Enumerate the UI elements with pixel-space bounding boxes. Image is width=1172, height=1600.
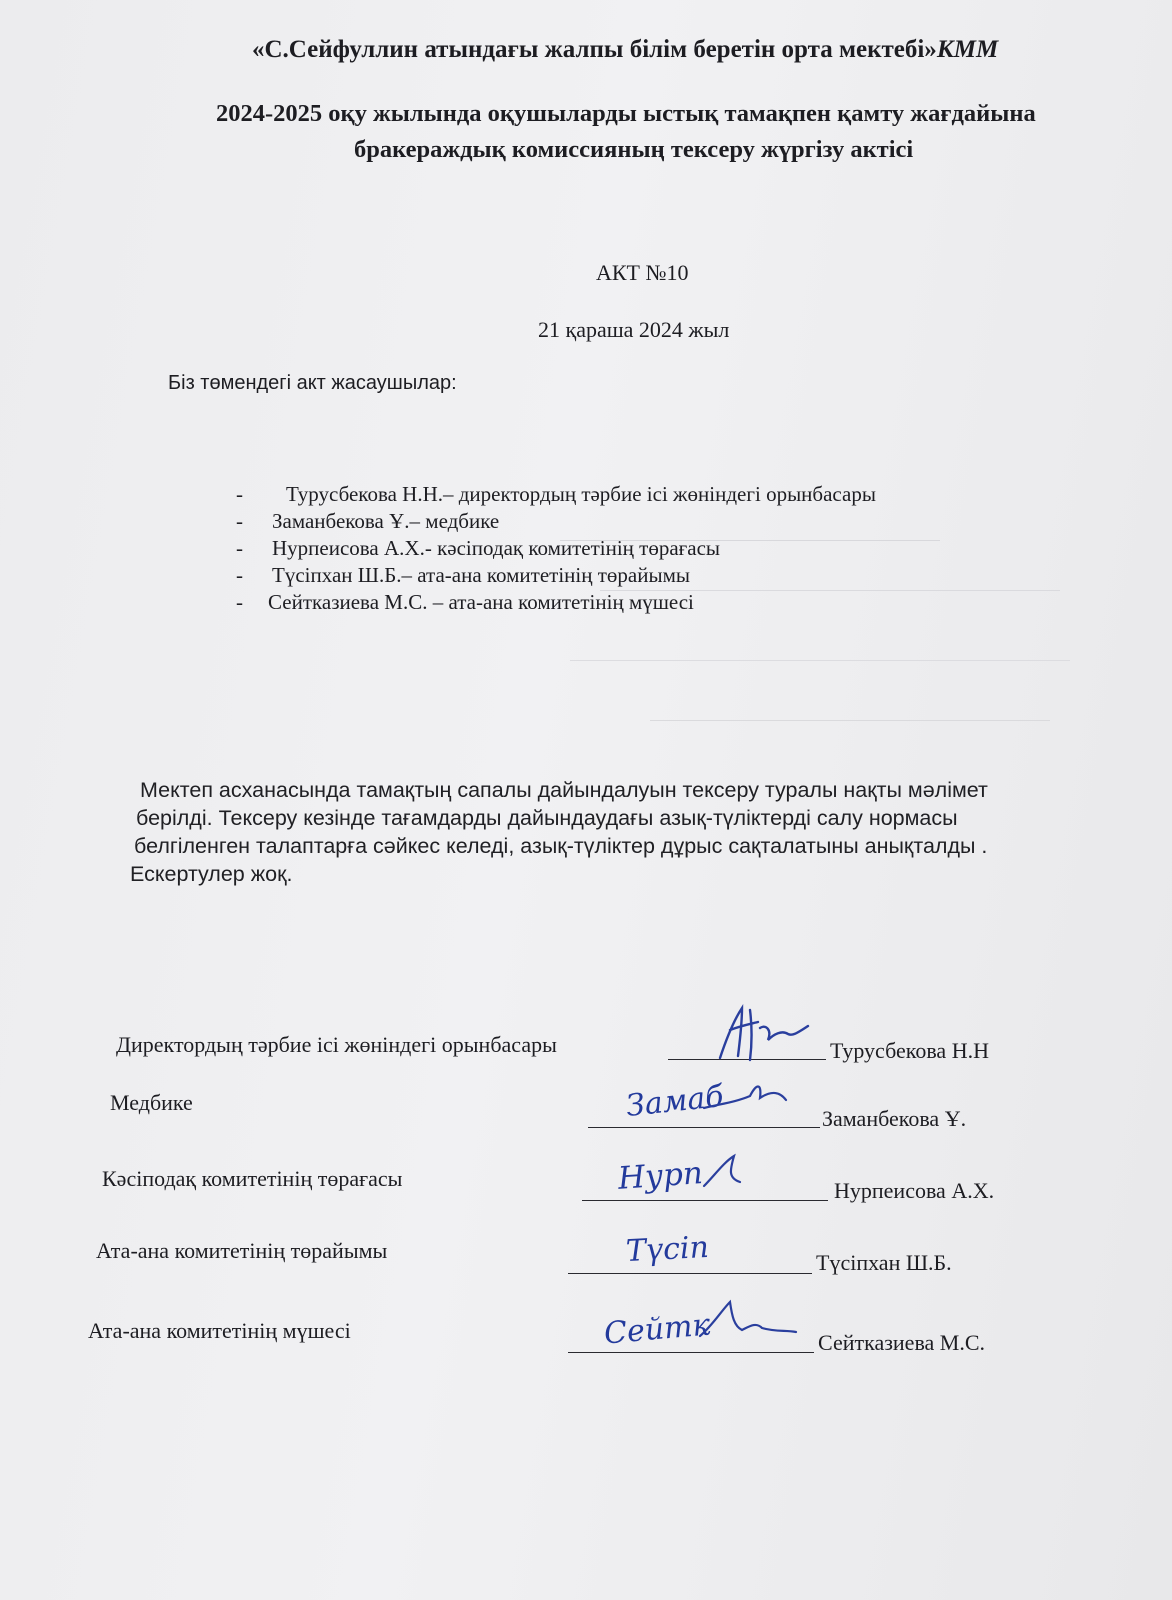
signatory-role: Медбике	[110, 1090, 193, 1115]
signatory-role: Директордың тәрбие ісі жөніндегі орынбасары	[116, 1032, 557, 1057]
member-text: Нурпеисова А.Х.- кәсіподақ комитетінің төрағасы	[272, 536, 721, 560]
list-item	[236, 563, 876, 590]
signature-line	[582, 1200, 828, 1201]
signatory-name: Турусбекова Н.Н	[830, 1038, 989, 1063]
findings-line: берілді. Тексеру кезінде тағамдарды дайындаудағы азық-түліктерді салу нормасы	[136, 806, 958, 830]
findings-line: белгіленген талаптарға сәйкес келеді, азық-түліктер дұрыс сақталатыны анықталды .	[134, 834, 988, 858]
signature-line	[588, 1127, 820, 1128]
school-name: «С.Сейфуллин атындағы жалпы білім беретін орта мектебі»	[252, 36, 937, 63]
school-suffix: КММ	[936, 36, 999, 63]
signature-mark-text: Түсіп	[625, 1229, 710, 1270]
signature-mark-text: Сейтк	[602, 1307, 712, 1352]
intro-text: Біз төмендегі акт жасаушылар:	[168, 372, 457, 394]
signature-line	[568, 1352, 814, 1353]
list-item	[236, 536, 876, 563]
signature-mark-text: Замаб	[624, 1078, 726, 1125]
signature-mark-text: Нурп	[616, 1155, 704, 1197]
signature-flourish	[700, 1078, 790, 1118]
handwritten-signature	[712, 1000, 822, 1066]
signature-flourish	[696, 1296, 800, 1346]
school-name-heading	[252, 36, 998, 64]
handwritten-signature	[617, 1155, 704, 1197]
act-number: АКТ №10	[596, 260, 689, 285]
list-dash: -	[236, 536, 243, 560]
list-item	[236, 482, 876, 509]
signatory-name: Нурпеисова А.Х.	[834, 1178, 995, 1203]
list-dash: -	[236, 590, 243, 614]
act-title-line-2: бракераждық комиссияның тексеру жүргізу актісі	[354, 136, 914, 163]
member-text: Сейтказиева М.С. – ата-ана комитетінің мүшесі	[268, 590, 694, 614]
signatory-name: Сейтказиева М.С.	[818, 1330, 986, 1355]
findings-line: Ескертулер жоқ.	[130, 862, 293, 886]
signatory-name: Заманбекова Ұ.	[822, 1106, 967, 1131]
list-dash: -	[236, 509, 243, 533]
signatory-role: Ата-ана комитетінің мүшесі	[88, 1318, 351, 1343]
signatory-role: Ата-ана комитетінің төрайымы	[96, 1238, 388, 1263]
act-title-line-1: 2024-2025 оқу жылында оқушыларды ыстық тамақпен қамту жағдайына	[216, 100, 1036, 127]
findings-line: Мектеп асханасында тамақтың сапалы дайындалуын тексеру туралы нақты мәлімет	[140, 778, 988, 802]
member-text: Заманбекова Ұ.– медбике	[272, 509, 500, 533]
list-item	[236, 509, 876, 536]
member-text: Турусбекова Н.Н.– директордың тәрбие ісі жөніндегі орынбасары	[286, 482, 876, 506]
list-dash: -	[236, 563, 243, 587]
findings-paragraph	[130, 776, 1074, 888]
signatory-role: Кәсіподақ комитетінің төрағасы	[102, 1166, 403, 1191]
list-dash: -	[236, 482, 243, 506]
members-list	[236, 482, 876, 617]
signature-line	[568, 1273, 812, 1274]
member-text: Түсіпхан Ш.Б.– ата-ана комитетінің төрайымы	[272, 563, 690, 587]
list-item	[236, 590, 876, 617]
handwritten-signature	[625, 1230, 710, 1269]
act-date: 21 қараша 2024 жыл	[538, 317, 730, 342]
signatory-name: Түсіпхан Ш.Б.	[816, 1250, 952, 1275]
signature-flourish	[700, 1152, 750, 1192]
